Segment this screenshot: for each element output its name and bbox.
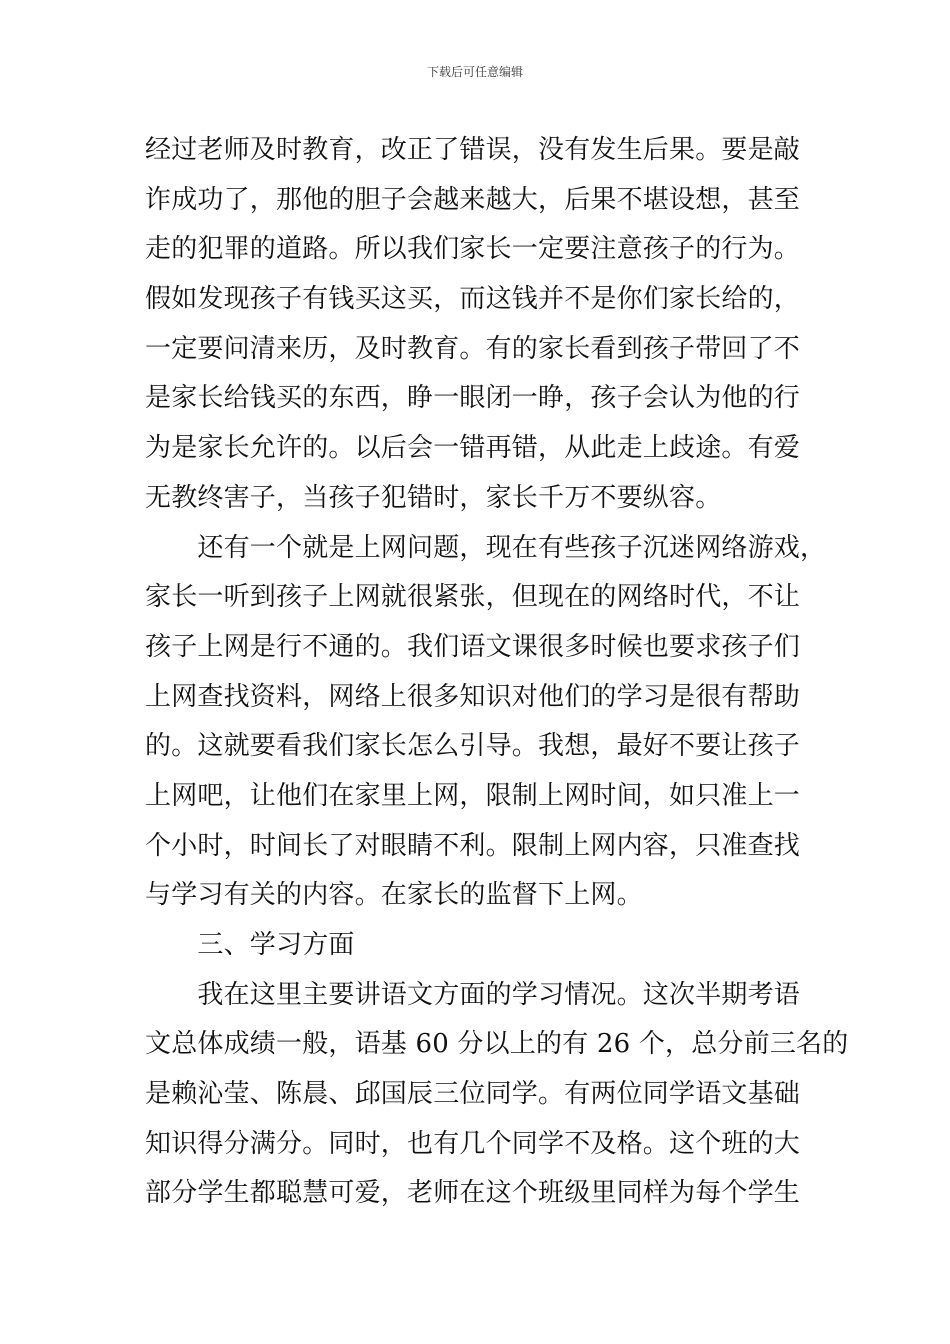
text-line: 文总体成绩一般，语基 60 分以上的有 26 个，总分前三名的 xyxy=(145,1029,849,1060)
text-line: 诈成功了，那他的胆子会越来越大，后果不堪设想，甚至 xyxy=(145,184,801,215)
text-line: 的。这就要看我们家长怎么引导。我想，最好不要让孩子 xyxy=(145,731,801,762)
text-line: 经过老师及时教育，改正了错误，没有发生后果。要是敲 xyxy=(145,135,801,165)
text-line: 无教终害子，当孩子犯错时，家长千万不要纵容。 xyxy=(145,482,722,513)
text-line: 一定要问清来历，及时教育。有的家长看到孩子带回了不 xyxy=(145,333,801,364)
text-line: 为是家长允许的。以后会一错再错，从此走上歧途。有爱 xyxy=(145,433,801,464)
paragraph-start-line: 还有一个就是上网问题，现在有些孩子沉迷网络游戏， xyxy=(145,532,827,563)
text-line: 孩子上网是行不通的。我们语文课很多时候也要求孩子们 xyxy=(145,631,801,662)
text-line: 知识得分满分。同时，也有几个同学不及格。这个班的大 xyxy=(145,1128,801,1159)
section-heading: 三、学习方面 xyxy=(145,930,355,960)
text-line: 家长一听到孩子上网就很紧张，但现在的网络时代，不让 xyxy=(145,582,801,613)
paragraph-start-line: 我在这里主要讲语文方面的学习情况。这次半期考语 xyxy=(145,979,801,1010)
text-line: 是家长给钱买的东西，睁一眼闭一睁，孩子会认为他的行 xyxy=(145,383,801,414)
page-header-note: 下载后可任意编辑 xyxy=(426,65,523,79)
text-line: 走的犯罪的道路。所以我们家长一定要注意孩子的行为。 xyxy=(145,234,801,265)
text-line: 与学习有关的内容。在家长的监督下上网。 xyxy=(145,880,643,911)
text-line: 部分学生都聪慧可爱，老师在这个班级里同样为每个学生 xyxy=(145,1178,801,1209)
text-line: 是赖沁莹、陈晨、邱国辰三位同学。有两位同学语文基础 xyxy=(145,1079,801,1110)
text-line: 上网吧，让他们在家里上网，限制上网时间，如只准上一 xyxy=(145,780,801,811)
document-body xyxy=(145,126,849,1219)
text-line: 个小时，时间长了对眼睛不利。限制上网内容，只准查找 xyxy=(145,830,801,861)
text-line: 上网查找资料，网络上很多知识对他们的学习是很有帮助 xyxy=(145,681,801,712)
text-line: 假如发现孩子有钱买这买，而这钱并不是你们家长给的， xyxy=(145,284,801,315)
